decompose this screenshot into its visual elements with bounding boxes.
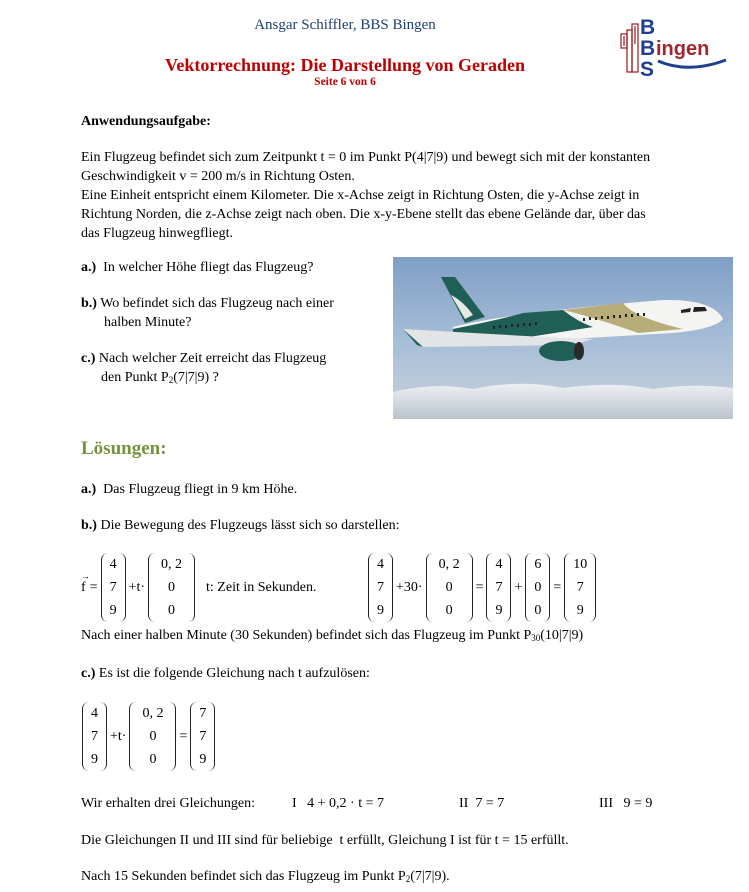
- intro-line: Geschwindigkeit v = 200 m/s in Richtung Osten.: [81, 169, 355, 184]
- question-label: a.): [81, 260, 97, 275]
- equation-iii: III 9 = 9: [599, 796, 653, 811]
- intro-line: das Flugzeug hinwegfliegt.: [81, 226, 234, 241]
- vector-entry: 0, 2: [142, 706, 164, 721]
- intersection-equation: [81, 702, 216, 771]
- question-text: [81, 368, 326, 390]
- position-vector: [101, 553, 126, 622]
- vector-entry: 7: [377, 580, 384, 595]
- vector-entry: 9: [199, 752, 207, 767]
- subscript: 30: [531, 633, 541, 643]
- question-text: Wo befindet sich das Flugzeug nach einer: [100, 296, 334, 311]
- vector-entry: 7: [109, 580, 117, 595]
- svg-text:B: B: [640, 16, 656, 39]
- question-text-part: den Punkt P: [101, 370, 169, 385]
- position-vector: [486, 553, 511, 622]
- result-vector: [564, 553, 596, 622]
- solution-b-result: [81, 626, 583, 648]
- vector-entry: 0, 2: [438, 557, 460, 572]
- plus-30-operator: +30·: [396, 579, 423, 595]
- solution-text: Die Bewegung des Flugzeugs lässt sich so darstellen:: [100, 518, 400, 533]
- equals-sign: =: [89, 579, 98, 595]
- solution-a: [81, 480, 297, 499]
- vector-entry: 4: [377, 557, 384, 572]
- subscript: 2: [168, 375, 174, 385]
- position-vector: [82, 702, 107, 771]
- position-vector: [368, 553, 393, 622]
- equation-i: I 4 + 0,2 · t = 7: [292, 796, 385, 811]
- direction-vector: [129, 702, 176, 771]
- airplane-icon: [393, 257, 733, 419]
- position-after-30s-equation: [367, 553, 597, 622]
- target-vector: [190, 702, 215, 771]
- equals-sign: =: [475, 579, 484, 595]
- final-point: (7|7|9).: [410, 869, 450, 884]
- direction-vector: [148, 553, 195, 622]
- vector-entry: 4: [495, 557, 503, 572]
- vector-entry: 7: [199, 729, 207, 744]
- vector-entry: 7: [495, 580, 503, 595]
- solution-label: a.): [81, 482, 97, 497]
- solution-c-intro: [81, 664, 370, 683]
- intro-line: Eine Einheit entspricht einem Kilometer. Die x-Achse zeigt in Richtung Osten, die y-Achse zeigt in: [81, 188, 640, 203]
- intro-line: Richtung Norden, die z-Achse zeigt nach oben. Die x-y-Ebene stellt das ebene Gelände dar, über das: [81, 207, 646, 222]
- vector-entry: 0: [534, 603, 542, 618]
- vector-entry: 0: [149, 729, 157, 744]
- plus-t-operator: +t·: [110, 728, 127, 744]
- svg-text:B: B: [640, 37, 656, 60]
- vector-entry: 4: [109, 557, 117, 572]
- task-heading: Anwendungsaufgabe:: [81, 114, 211, 129]
- conclusion-text: Die Gleichungen II und III sind für beliebige t erfüllt, Gleichung I ist für t = 15 erfüllt.: [81, 833, 569, 848]
- vector-entry: 9: [91, 752, 98, 767]
- task-intro: [81, 148, 741, 243]
- equals-sign: =: [179, 728, 188, 744]
- author-line: Ansgar Schiffler, BBS Bingen: [254, 17, 436, 33]
- vector-entry: 0: [445, 603, 453, 618]
- solution-label: c.): [81, 666, 96, 681]
- vector-entry: 9: [109, 603, 117, 618]
- vector-entry: 4: [91, 706, 98, 721]
- logo-graphic-icon: [618, 16, 748, 78]
- plus-t-operator: +t·: [128, 579, 146, 595]
- airplane-photo: [393, 257, 733, 419]
- result-point: (10|7|9): [540, 628, 584, 643]
- solution-b-intro: [81, 516, 399, 535]
- final-text: Nach 15 Sekunden befindet sich das Flugzeug im Punkt P: [81, 869, 406, 884]
- plus-operator: +: [514, 579, 523, 595]
- document-title: Vektorrechnung: Die Darstellung von Geraden: [165, 55, 525, 75]
- question-text: halben Minute?: [104, 315, 192, 330]
- vector-entry: 7: [199, 706, 207, 721]
- question-label: b.): [81, 296, 97, 311]
- vector-entry: 7: [91, 729, 98, 744]
- question-text-part: (7|7|9) ?: [173, 370, 219, 385]
- equals-sign: =: [553, 579, 562, 595]
- question-label: c.): [81, 351, 96, 366]
- question-text: In welcher Höhe fliegt das Flugzeug?: [103, 260, 314, 275]
- vector-entry: 6: [534, 557, 542, 572]
- vector-entry: 10: [573, 557, 588, 572]
- equations-intro: Wir erhalten drei Gleichungen:: [81, 796, 255, 811]
- subscript: 2: [405, 874, 411, 884]
- question-c: [81, 349, 326, 390]
- solution-label: b.): [81, 518, 97, 533]
- vector-entry: 0: [445, 580, 453, 595]
- displacement-vector: [525, 553, 550, 622]
- solution-text: Das Flugzeug fliegt in 9 km Höhe.: [103, 482, 298, 497]
- vector-f-label: → f: [81, 580, 88, 596]
- question-a: [81, 258, 314, 277]
- solution-text: Es ist die folgende Gleichung nach t aufzulösen:: [98, 666, 370, 681]
- vector-entry: 0: [168, 580, 176, 595]
- vector-entry: 9: [377, 603, 384, 618]
- vector-entry: 0: [168, 603, 176, 618]
- final-answer: [81, 867, 450, 889]
- vector-entry: 0, 2: [161, 557, 183, 572]
- svg-text:S: S: [640, 58, 655, 78]
- time-note: t: Zeit in Sekunden.: [206, 579, 317, 595]
- vector-entry: 7: [576, 580, 584, 595]
- equation-ii: II 7 = 7: [459, 796, 505, 811]
- vector-entry: 0: [149, 752, 157, 767]
- question-text: Nach welcher Zeit erreicht das Flugzeug: [98, 351, 327, 366]
- result-text: Nach einer halben Minute (30 Sekunden) befindet sich das Flugzeug im Punkt P: [81, 628, 532, 643]
- vector-entry: 9: [576, 603, 584, 618]
- direction-vector: [426, 553, 473, 622]
- question-b: [81, 294, 334, 332]
- bbs-bingen-logo: [618, 16, 748, 78]
- vector-entry: 9: [495, 603, 503, 618]
- line-equation: [81, 553, 316, 622]
- intro-line: Ein Flugzeug befindet sich zum Zeitpunkt t = 0 im Punkt P(4|7|9) und bewegt sich mit der konstanten: [81, 150, 651, 165]
- page-indicator: Seite 6 von 6: [314, 76, 376, 88]
- solutions-heading: Lösungen:: [81, 438, 167, 459]
- vector-entry: 0: [534, 580, 542, 595]
- svg-text:ingen: ingen: [656, 38, 710, 60]
